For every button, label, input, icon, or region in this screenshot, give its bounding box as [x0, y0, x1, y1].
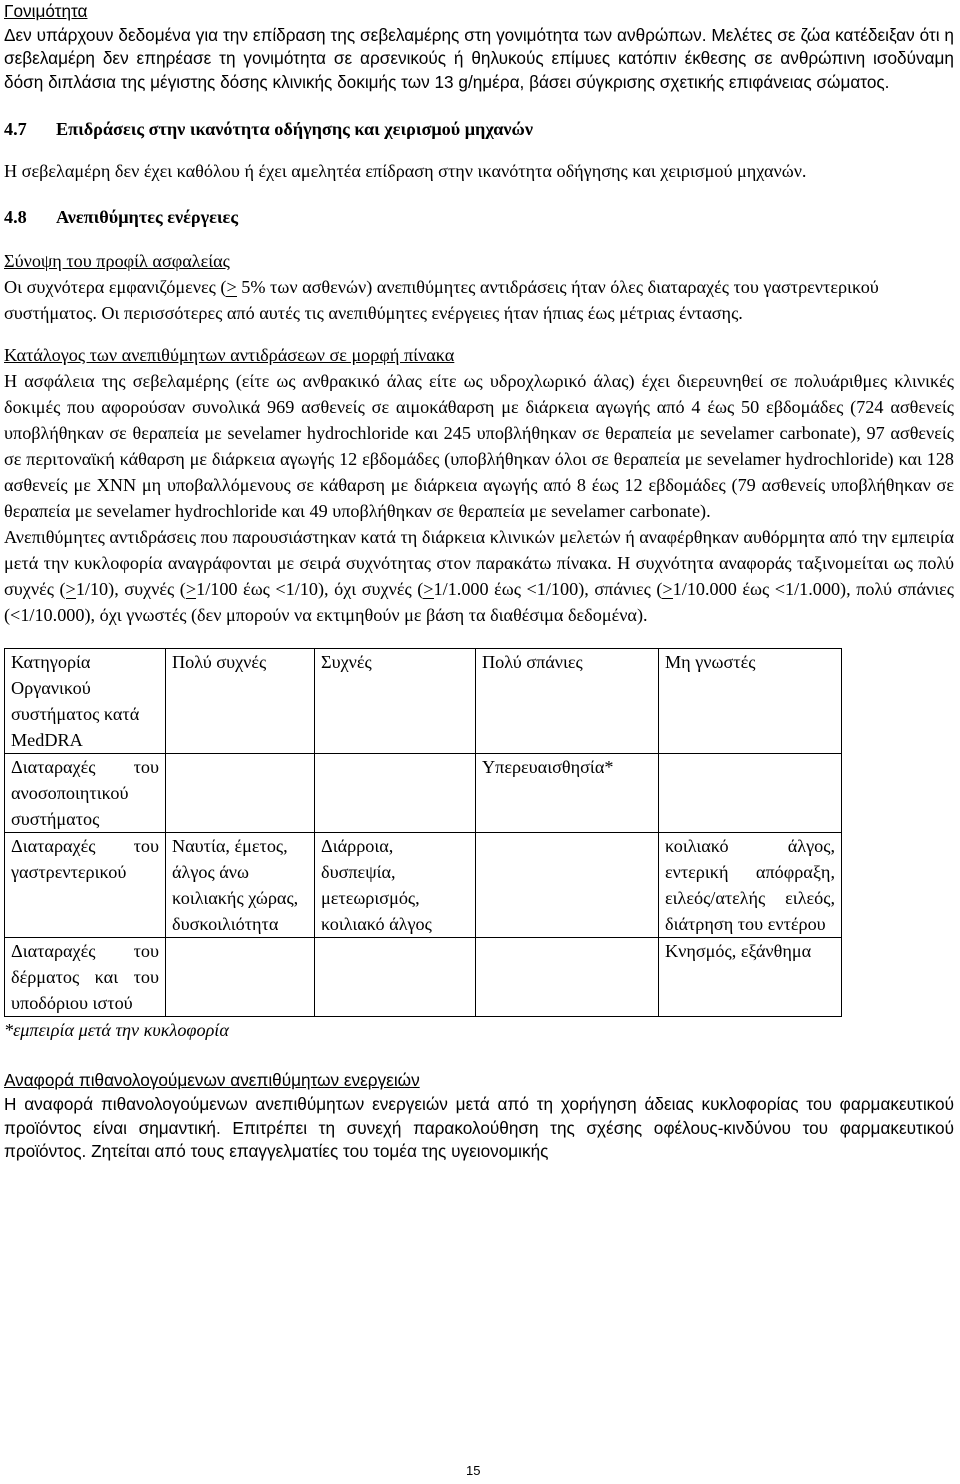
table-header-cell: Κατηγορία Οργανικού συστήματος κατά MedDRA: [5, 649, 166, 754]
table-cell: [476, 833, 659, 938]
section-4-8-number: 4.8: [4, 207, 27, 228]
safety-text-pre: Οι συχνότερα εμφανιζόμενες (: [4, 277, 227, 298]
reporting-title: Αναφορά πιθανολογούμενων ανεπιθύμητων ενεργειών: [4, 1070, 420, 1091]
reporting-section: [4, 1069, 954, 1163]
table-cell: Κνησμός, εξάνθημα: [659, 938, 842, 1017]
section-4-7-text: Η σεβελαμέρη δεν έχει καθόλου ή έχει αμελητέα επίδραση στην ικανότητα οδήγησης και χειρισμού μηχανών.: [4, 161, 807, 182]
adr-list-title: Κατάλογος των ανεπιθύμητων αντιδράσεων σε μορφή πίνακα: [4, 345, 455, 366]
para2-part-d: 1/1.000 έως <1/100), σπάνιες (: [433, 579, 663, 600]
table-cell: Υπερευαισθησία*: [476, 754, 659, 833]
table-cell: [659, 754, 842, 833]
page-number: 15: [466, 1463, 481, 1478]
table-cell: Διαταραχές του δέρματος και του υποδόριου ιστού: [5, 938, 166, 1017]
adr-list-paragraph-2: [4, 524, 954, 628]
para2-part-b: 1/10), συχνές (: [75, 579, 186, 600]
adr-list-paragraph-1: Η ασφάλεια της σεβελαμέρης (είτε ως ανθρακικό άλας είτε ως υδροχλωρικό άλας) έχει διερευνηθεί σε πολυάριθμες κλινικές δοκιμές που αφορούσαν συνολικά 969 ασθενείς σε αιμοκάθαρση με διάρκεια αγωγής από 4 έως 50 εβδομάδες (724 ασθενείς υποβλήθηκαν σε θεραπεία με sevelamer hydrochloride και 245 υποβλήθηκαν σε θεραπεία με sevelamer carbonate), 97 ασθενείς σε περιτοναϊκή κάθαρση με διάρκεια αγωγής 12 εβδομάδες (υποβλήθηκαν όλοι σε θεραπεία με sevelamer hydrochloride) και 128 ασθενείς με ΧΝΝ μη υποβαλλόμενους σε κάθαρση με διάρκεια αγωγής από 8 έως 12 εβδομάδες (79 ασθενείς υποβλήθηκαν σε θεραπεία με sevelamer hydrochloride και 49 υποβλήθηκαν σε θεραπεία με sevelamer carbonate).: [4, 371, 954, 522]
section-4-7: [4, 116, 954, 184]
section-4-7-number: 4.7: [4, 119, 27, 140]
ge-symbol: >: [226, 274, 236, 300]
safety-summary-title: Σύνοψη του προφίλ ασφαλείας: [4, 251, 230, 272]
table-header-cell: Πολύ σπάνιες: [476, 649, 659, 754]
ge-symbol: >: [186, 576, 196, 602]
table-cell: Ναυτία, έμετος, άλγος άνω κοιλιακής χώρας, δυσκοιλιότητα: [166, 833, 315, 938]
table-cell: Διαταραχές του ανοσοποιητικού συστήματος: [5, 754, 166, 833]
document-page: [4, 0, 954, 1164]
section-4-7-title: Επιδράσεις στην ικανότητα οδήγησης και χειρισμού μηχανών: [56, 119, 533, 140]
table-header-cell: Πολύ συχνές: [166, 649, 315, 754]
section-4-7-heading: [4, 116, 954, 142]
table-cell: [166, 938, 315, 1017]
section-4-8-title: Ανεπιθύμητες ενέργειες: [56, 207, 238, 228]
table-header-cell: Μη γνωστές: [659, 649, 842, 754]
table-row: [5, 754, 842, 833]
fertility-section: [4, 0, 954, 94]
adr-table: [4, 648, 842, 1017]
para2-part-e: 1/10.000 έως <1/1.000), πολύ σπάνιες (<1/10.000), όχι γνωστές (δεν μπορούν να εκτιμηθούν με βάση τα διαθέσιμα δεδομένα).: [4, 579, 954, 626]
fertility-text: Δεν υπάρχουν δεδομένα για την επίδραση της σεβελαμέρης στη γονιμότητα των ανθρώπων. Μελέτες σε ζώα κατέδειξαν ότι η σεβελαμέρη δεν επηρέασε τη γονιμότητα σε αρσενικούς ή θηλυκούς επίμυες κατόπιν έκθεσης σε ανθρώπινη ισοδύναμη δόση διπλάσια της μέγιστης δόσης κλινικής δοκιμής των 13 g/ημέρα, βάσει σύγκρισης σχετικής επιφάνειας σώματος.: [4, 24, 954, 92]
para2-part-a: Ανεπιθύμητες αντιδράσεις που παρουσιάστηκαν κατά τη διάρκεια κλινικών μελετών ή αναφέρθηκαν αυθόρμητα από την εμπειρία μετά την κυκλοφορία αναγράφονται με σειρά συχνότητας στον παρακάτω πίνακα. Η συχνότητα αναφοράς ταξινομείται ως πολύ συχνές (: [4, 527, 954, 600]
reporting-text: Η αναφορά πιθανολογούμενων ανεπιθύμητων ενεργειών μετά από τη χορήγηση άδειας κυκλοφορίας του φαρμακευτικού προϊόντος είναι σημαντική. Επιτρέπει τη συνεχή παρακολούθηση της σχέσης οφέλους-κινδύνου του φαρμακευτικού προϊόντος. Ζητείται από τους επαγγελματίες του τομέα της υγειονομικής: [4, 1093, 954, 1162]
section-4-8: [4, 204, 954, 628]
table-header-row: [5, 649, 842, 754]
para2-part-c: 1/100 έως <1/10), όχι συχνές (: [196, 579, 424, 600]
table-row: [5, 833, 842, 938]
fertility-title: Γονιμότητα: [4, 1, 88, 21]
table-row: [5, 938, 842, 1017]
ge-symbol: >: [662, 576, 672, 602]
table-cell: κοιλιακό άλγος, εντερική απόφραξη, ειλεός/ατελής ειλεός, διάτρηση του εντέρου: [659, 833, 842, 938]
ge-symbol: >: [423, 576, 433, 602]
safety-text-post: 5% των ασθενών) ανεπιθύμητες αντιδράσεις ήταν όλες διαταραχές του γαστρεντερικού συστήματος. Οι περισσότερες από αυτές τις ανεπιθύμητες ενέργειες ήταν ήπιας έως μέτριας έντασης.: [4, 277, 879, 324]
table-cell: Διαταραχές του γαστρεντερικού: [5, 833, 166, 938]
table-header-cell: Συχνές: [315, 649, 476, 754]
section-4-8-heading: [4, 204, 954, 230]
safety-summary-text: [4, 274, 954, 326]
table-footnote: *εμπειρία μετά την κυκλοφορία: [4, 1020, 229, 1041]
table-cell: [315, 754, 476, 833]
table-cell: [315, 938, 476, 1017]
table-cell: Διάρροια, δυσπεψία, μετεωρισμός, κοιλιακό άλγος: [315, 833, 476, 938]
table-cell: [476, 938, 659, 1017]
table-cell: [166, 754, 315, 833]
ge-symbol: >: [66, 576, 76, 602]
